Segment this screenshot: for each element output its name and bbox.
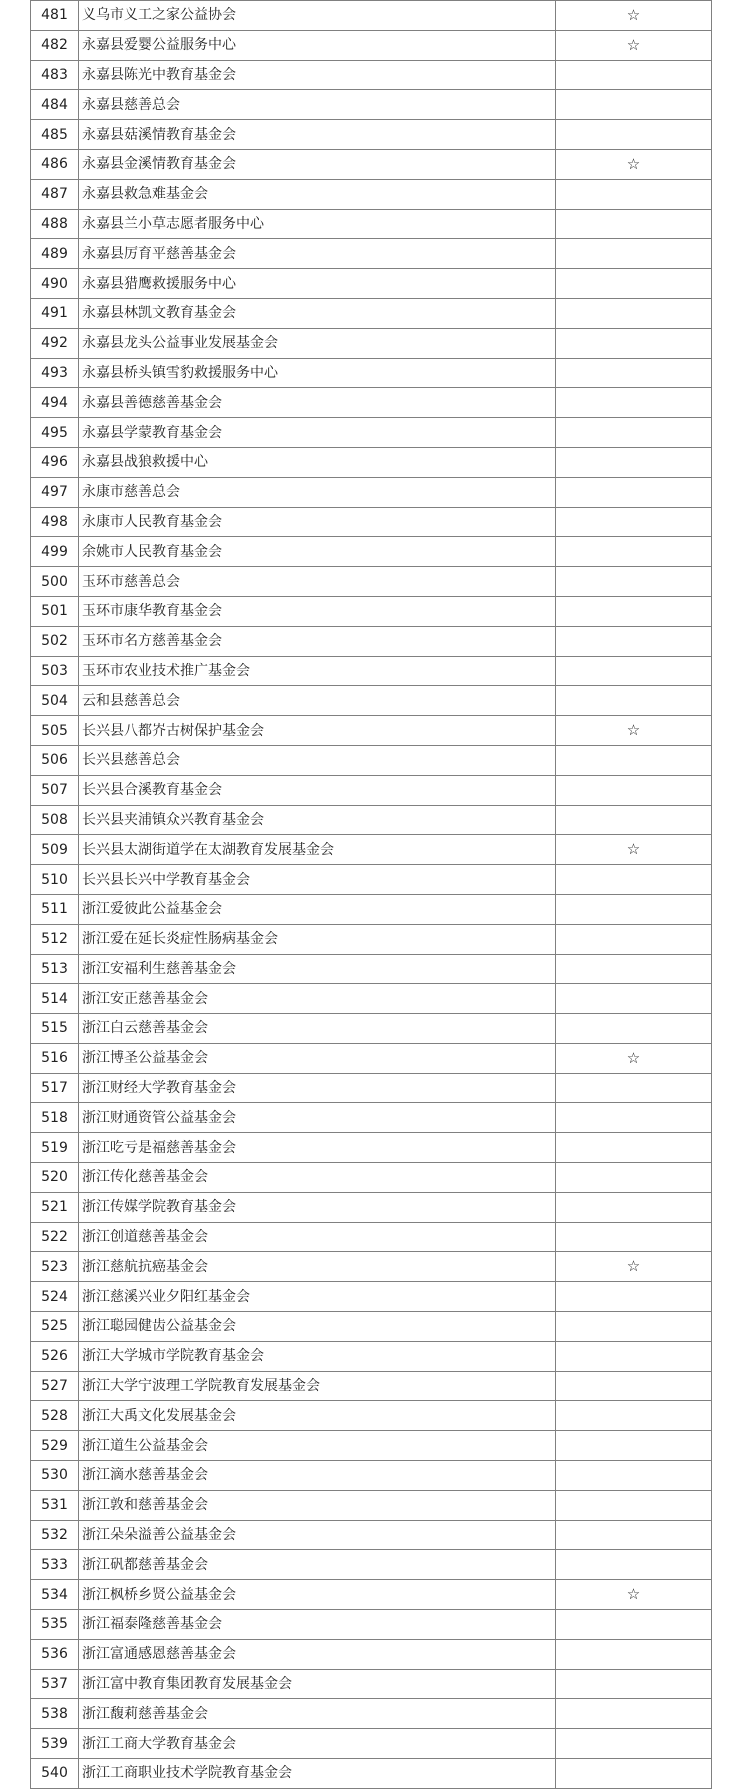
table-row [31, 1401, 712, 1431]
row-number: 535 [31, 1610, 79, 1640]
organization-name: 永嘉县龙头公益事业发展基金会 [79, 328, 556, 358]
organization-name: 永嘉县厉育平慈善基金会 [79, 239, 556, 269]
empty-mark-cell [556, 239, 712, 269]
row-number: 498 [31, 507, 79, 537]
empty-mark-cell [556, 507, 712, 537]
table-row [31, 1133, 712, 1163]
row-number: 516 [31, 1043, 79, 1073]
empty-mark-cell [556, 656, 712, 686]
row-number: 525 [31, 1312, 79, 1342]
organization-name: 浙江聪园健齿公益基金会 [79, 1312, 556, 1342]
empty-mark-cell [556, 537, 712, 567]
organization-name: 永康市人民教育基金会 [79, 507, 556, 537]
table-row [31, 1520, 712, 1550]
table-row [31, 656, 712, 686]
empty-mark-cell [556, 1729, 712, 1759]
table-row [31, 447, 712, 477]
empty-mark-cell [556, 1520, 712, 1550]
row-number: 523 [31, 1252, 79, 1282]
table-row [31, 865, 712, 895]
organization-name: 浙江工商大学教育基金会 [79, 1729, 556, 1759]
organization-name: 浙江安正慈善基金会 [79, 984, 556, 1014]
star-mark-icon: ☆ [556, 149, 712, 179]
organization-name: 浙江工商职业技术学院教育基金会 [79, 1759, 556, 1789]
organization-name: 玉环市慈善总会 [79, 567, 556, 597]
row-number: 527 [31, 1371, 79, 1401]
row-number: 506 [31, 745, 79, 775]
table-row [31, 894, 712, 924]
organization-name: 浙江馥莉慈善基金会 [79, 1699, 556, 1729]
empty-mark-cell [556, 775, 712, 805]
organization-name: 永嘉县学蒙教育基金会 [79, 418, 556, 448]
empty-mark-cell [556, 626, 712, 656]
star-mark-icon: ☆ [556, 1580, 712, 1610]
table-row [31, 1431, 712, 1461]
empty-mark-cell [556, 1759, 712, 1789]
empty-mark-cell [556, 1371, 712, 1401]
empty-mark-cell [556, 1490, 712, 1520]
table-row [31, 1639, 712, 1669]
table-row [31, 1073, 712, 1103]
organization-name: 长兴县长兴中学教育基金会 [79, 865, 556, 895]
table-row [31, 686, 712, 716]
organization-name: 浙江慈溪兴业夕阳红基金会 [79, 1282, 556, 1312]
empty-mark-cell [556, 269, 712, 299]
empty-mark-cell [556, 894, 712, 924]
row-number: 512 [31, 924, 79, 954]
organization-name: 永嘉县兰小草志愿者服务中心 [79, 209, 556, 239]
empty-mark-cell [556, 1312, 712, 1342]
empty-mark-cell [556, 924, 712, 954]
row-number: 521 [31, 1192, 79, 1222]
table-row [31, 418, 712, 448]
organization-name: 浙江朵朵溢善公益基金会 [79, 1520, 556, 1550]
row-number: 495 [31, 418, 79, 448]
empty-mark-cell [556, 596, 712, 626]
organization-name: 永嘉县慈善总会 [79, 90, 556, 120]
empty-mark-cell [556, 120, 712, 150]
table-row [31, 954, 712, 984]
table-row [31, 30, 712, 60]
empty-mark-cell [556, 477, 712, 507]
table-row [31, 179, 712, 209]
empty-mark-cell [556, 358, 712, 388]
table-row [31, 596, 712, 626]
row-number: 487 [31, 179, 79, 209]
row-number: 532 [31, 1520, 79, 1550]
organization-name: 义乌市义工之家公益协会 [79, 1, 556, 31]
empty-mark-cell [556, 1341, 712, 1371]
organization-name: 浙江慈航抗癌基金会 [79, 1252, 556, 1282]
organization-name: 永嘉县猎鹰救援服务中心 [79, 269, 556, 299]
empty-mark-cell [556, 1610, 712, 1640]
table-row [31, 1, 712, 31]
organization-name: 浙江大学宁波理工学院教育发展基金会 [79, 1371, 556, 1401]
organization-name: 浙江财经大学教育基金会 [79, 1073, 556, 1103]
table-row [31, 60, 712, 90]
table-row [31, 1669, 712, 1699]
table-row [31, 1610, 712, 1640]
empty-mark-cell [556, 1669, 712, 1699]
row-number: 502 [31, 626, 79, 656]
table-row [31, 1729, 712, 1759]
table-row [31, 775, 712, 805]
row-number: 539 [31, 1729, 79, 1759]
row-number: 492 [31, 328, 79, 358]
organization-name: 永嘉县战狼救援中心 [79, 447, 556, 477]
organization-name: 永嘉县爱婴公益服务中心 [79, 30, 556, 60]
organization-name: 浙江滴水慈善基金会 [79, 1461, 556, 1491]
row-number: 515 [31, 1014, 79, 1044]
table-row [31, 1163, 712, 1193]
organization-name: 玉环市康华教育基金会 [79, 596, 556, 626]
organization-name: 玉环市名方慈善基金会 [79, 626, 556, 656]
row-number: 533 [31, 1550, 79, 1580]
empty-mark-cell [556, 1163, 712, 1193]
table-row [31, 298, 712, 328]
empty-mark-cell [556, 90, 712, 120]
organization-name: 浙江传化慈善基金会 [79, 1163, 556, 1193]
table-row [31, 537, 712, 567]
organization-name: 长兴县合溪教育基金会 [79, 775, 556, 805]
row-number: 497 [31, 477, 79, 507]
organization-name: 永嘉县菇溪情教育基金会 [79, 120, 556, 150]
empty-mark-cell [556, 298, 712, 328]
table-row [31, 1252, 712, 1282]
organization-name: 玉环市农业技术推广基金会 [79, 656, 556, 686]
empty-mark-cell [556, 1699, 712, 1729]
organization-name: 浙江爱在延长炎症性肠病基金会 [79, 924, 556, 954]
empty-mark-cell [556, 1550, 712, 1580]
organization-name: 永嘉县救急难基金会 [79, 179, 556, 209]
row-number: 508 [31, 805, 79, 835]
row-number: 490 [31, 269, 79, 299]
row-number: 500 [31, 567, 79, 597]
row-number: 518 [31, 1103, 79, 1133]
table-row [31, 149, 712, 179]
table-row [31, 1490, 712, 1520]
empty-mark-cell [556, 1639, 712, 1669]
table-row [31, 90, 712, 120]
organization-name: 余姚市人民教育基金会 [79, 537, 556, 567]
row-number: 504 [31, 686, 79, 716]
table-row [31, 567, 712, 597]
organization-name: 浙江爱彼此公益基金会 [79, 894, 556, 924]
row-number: 534 [31, 1580, 79, 1610]
organization-name: 浙江大禹文化发展基金会 [79, 1401, 556, 1431]
row-number: 528 [31, 1401, 79, 1431]
star-mark-icon: ☆ [556, 1043, 712, 1073]
row-number: 514 [31, 984, 79, 1014]
empty-mark-cell [556, 60, 712, 90]
organization-name: 浙江白云慈善基金会 [79, 1014, 556, 1044]
empty-mark-cell [556, 745, 712, 775]
row-number: 481 [31, 1, 79, 31]
organization-name: 永嘉县善德慈善基金会 [79, 388, 556, 418]
empty-mark-cell [556, 984, 712, 1014]
table-row [31, 1550, 712, 1580]
row-number: 510 [31, 865, 79, 895]
empty-mark-cell [556, 954, 712, 984]
row-number: 529 [31, 1431, 79, 1461]
star-mark-icon: ☆ [556, 716, 712, 746]
empty-mark-cell [556, 179, 712, 209]
table-row [31, 1103, 712, 1133]
row-number: 491 [31, 298, 79, 328]
table-row [31, 1192, 712, 1222]
row-number: 511 [31, 894, 79, 924]
row-number: 494 [31, 388, 79, 418]
organization-name: 浙江敦和慈善基金会 [79, 1490, 556, 1520]
organization-name: 浙江传媒学院教育基金会 [79, 1192, 556, 1222]
organization-name: 云和县慈善总会 [79, 686, 556, 716]
empty-mark-cell [556, 388, 712, 418]
row-number: 485 [31, 120, 79, 150]
table-row [31, 1312, 712, 1342]
row-number: 496 [31, 447, 79, 477]
row-number: 517 [31, 1073, 79, 1103]
row-number: 526 [31, 1341, 79, 1371]
table-row [31, 716, 712, 746]
organization-name: 长兴县夹浦镇众兴教育基金会 [79, 805, 556, 835]
row-number: 483 [31, 60, 79, 90]
organization-name: 浙江矾都慈善基金会 [79, 1550, 556, 1580]
empty-mark-cell [556, 1192, 712, 1222]
empty-mark-cell [556, 1133, 712, 1163]
row-number: 522 [31, 1222, 79, 1252]
row-number: 484 [31, 90, 79, 120]
row-number: 520 [31, 1163, 79, 1193]
row-number: 530 [31, 1461, 79, 1491]
empty-mark-cell [556, 1073, 712, 1103]
organization-list-body [31, 1, 712, 1789]
row-number: 489 [31, 239, 79, 269]
row-number: 488 [31, 209, 79, 239]
table-row [31, 1222, 712, 1252]
table-row [31, 1461, 712, 1491]
row-number: 503 [31, 656, 79, 686]
star-mark-icon: ☆ [556, 30, 712, 60]
row-number: 499 [31, 537, 79, 567]
organization-name: 浙江枫桥乡贤公益基金会 [79, 1580, 556, 1610]
row-number: 536 [31, 1639, 79, 1669]
row-number: 505 [31, 716, 79, 746]
table-row [31, 984, 712, 1014]
row-number: 507 [31, 775, 79, 805]
organization-name: 浙江财通资管公益基金会 [79, 1103, 556, 1133]
organization-list-table [30, 0, 712, 1789]
organization-name: 长兴县八都岕古树保护基金会 [79, 716, 556, 746]
empty-mark-cell [556, 447, 712, 477]
table-row [31, 626, 712, 656]
row-number: 531 [31, 1490, 79, 1520]
empty-mark-cell [556, 805, 712, 835]
organization-name: 浙江创道慈善基金会 [79, 1222, 556, 1252]
row-number: 482 [31, 30, 79, 60]
empty-mark-cell [556, 1014, 712, 1044]
star-mark-icon: ☆ [556, 835, 712, 865]
table-row [31, 1699, 712, 1729]
empty-mark-cell [556, 1222, 712, 1252]
organization-name: 永嘉县金溪情教育基金会 [79, 149, 556, 179]
organization-name: 浙江博圣公益基金会 [79, 1043, 556, 1073]
organization-name: 浙江富通感恩慈善基金会 [79, 1639, 556, 1669]
organization-name: 浙江道生公益基金会 [79, 1431, 556, 1461]
empty-mark-cell [556, 1461, 712, 1491]
table-row [31, 1341, 712, 1371]
table-row [31, 120, 712, 150]
organization-name: 浙江富中教育集团教育发展基金会 [79, 1669, 556, 1699]
table-row [31, 1580, 712, 1610]
table-row [31, 358, 712, 388]
organization-name: 浙江安福利生慈善基金会 [79, 954, 556, 984]
table-row [31, 835, 712, 865]
table-row [31, 1014, 712, 1044]
row-number: 509 [31, 835, 79, 865]
organization-name: 长兴县慈善总会 [79, 745, 556, 775]
star-mark-icon: ☆ [556, 1, 712, 31]
table-row [31, 1282, 712, 1312]
empty-mark-cell [556, 1282, 712, 1312]
table-row [31, 477, 712, 507]
row-number: 538 [31, 1699, 79, 1729]
table-row [31, 1759, 712, 1789]
table-row [31, 388, 712, 418]
row-number: 513 [31, 954, 79, 984]
empty-mark-cell [556, 865, 712, 895]
row-number: 493 [31, 358, 79, 388]
row-number: 524 [31, 1282, 79, 1312]
organization-name: 永嘉县林凯文教育基金会 [79, 298, 556, 328]
organization-name: 长兴县太湖街道学在太湖教育发展基金会 [79, 835, 556, 865]
empty-mark-cell [556, 567, 712, 597]
row-number: 519 [31, 1133, 79, 1163]
table-row [31, 209, 712, 239]
table-row [31, 805, 712, 835]
row-number: 486 [31, 149, 79, 179]
organization-name: 浙江大学城市学院教育基金会 [79, 1341, 556, 1371]
empty-mark-cell [556, 209, 712, 239]
organization-name: 永嘉县陈光中教育基金会 [79, 60, 556, 90]
table-row [31, 745, 712, 775]
empty-mark-cell [556, 328, 712, 358]
organization-name: 浙江吃亏是福慈善基金会 [79, 1133, 556, 1163]
empty-mark-cell [556, 686, 712, 716]
empty-mark-cell [556, 418, 712, 448]
table-row [31, 924, 712, 954]
star-mark-icon: ☆ [556, 1252, 712, 1282]
row-number: 501 [31, 596, 79, 626]
empty-mark-cell [556, 1103, 712, 1133]
table-row [31, 328, 712, 358]
empty-mark-cell [556, 1431, 712, 1461]
table-row [31, 239, 712, 269]
table-row [31, 1043, 712, 1073]
row-number: 540 [31, 1759, 79, 1789]
organization-name: 永康市慈善总会 [79, 477, 556, 507]
table-row [31, 507, 712, 537]
table-row [31, 269, 712, 299]
row-number: 537 [31, 1669, 79, 1699]
organization-name: 永嘉县桥头镇雪豹救援服务中心 [79, 358, 556, 388]
table-row [31, 1371, 712, 1401]
organization-name: 浙江福泰隆慈善基金会 [79, 1610, 556, 1640]
empty-mark-cell [556, 1401, 712, 1431]
